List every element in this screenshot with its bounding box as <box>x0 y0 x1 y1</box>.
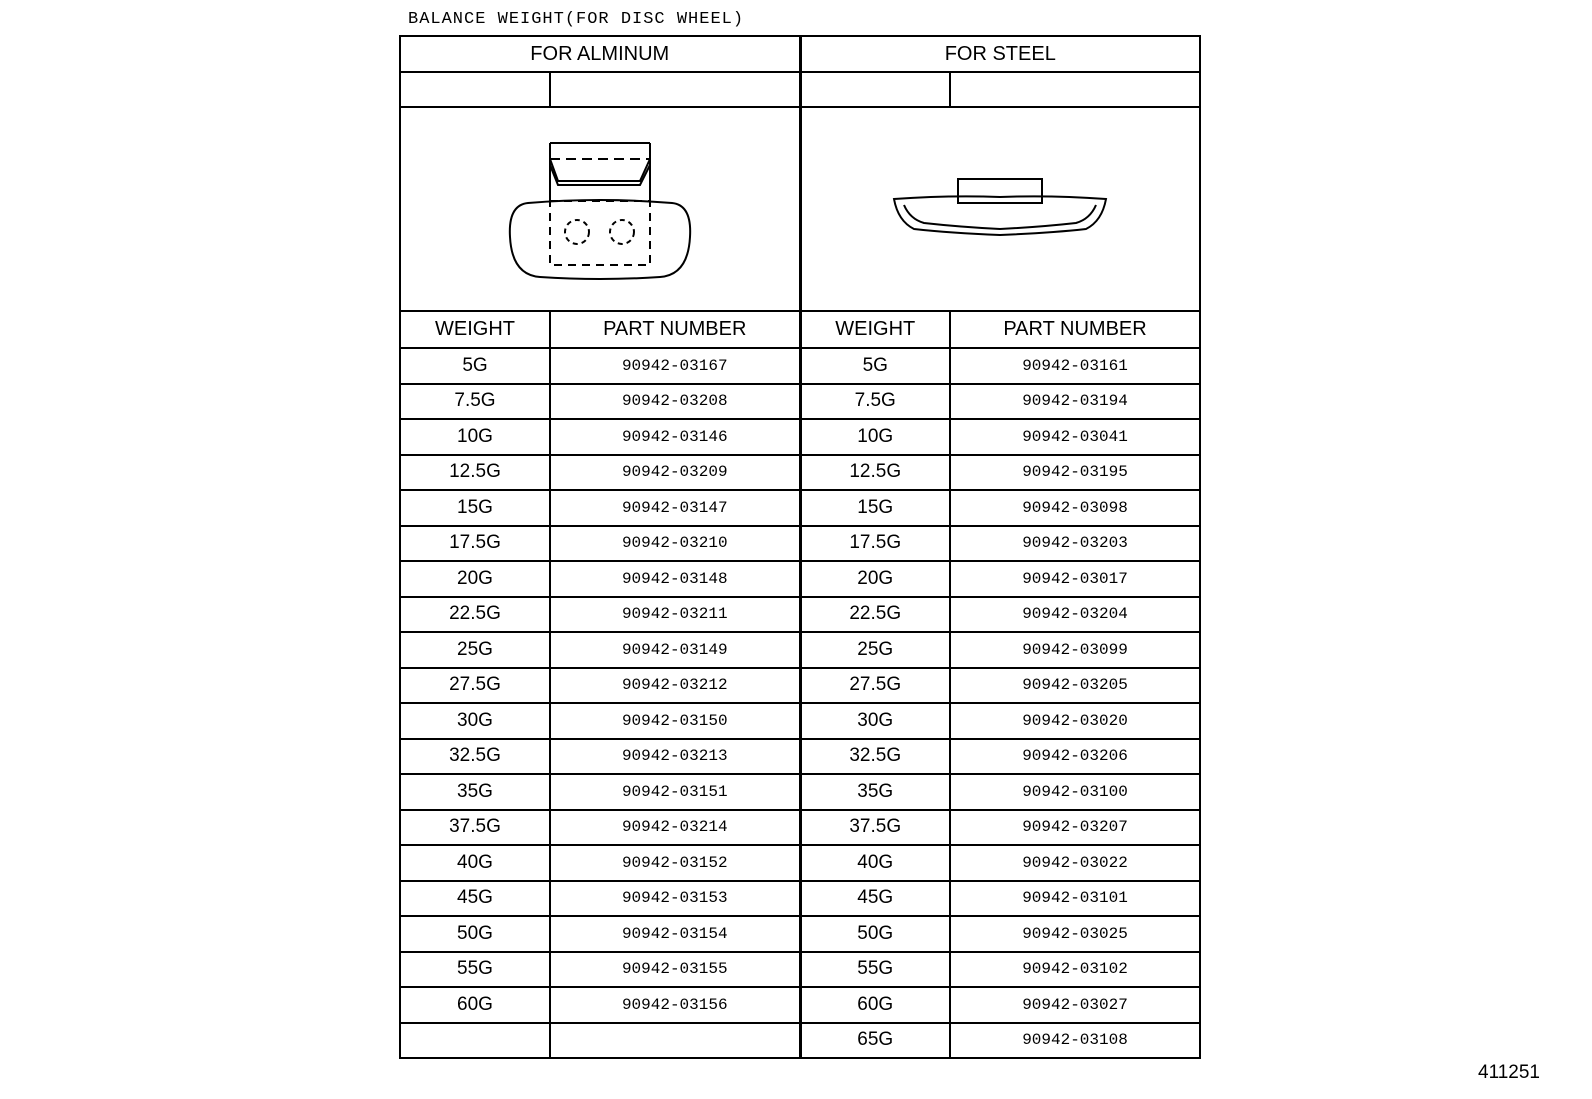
aluminum-illustration-cell <box>400 107 800 311</box>
column-header-weight: WEIGHT <box>800 311 950 348</box>
aluminum-part-number-cell: 90942-03167 <box>550 348 800 384</box>
steel-weight-cell: 45G <box>800 881 950 917</box>
steel-weight-cell: 27.5G <box>800 668 950 704</box>
table-row <box>400 845 1200 881</box>
aluminum-weight-cell: 40G <box>400 845 550 881</box>
aluminum-weight-cell: 10G <box>400 419 550 455</box>
table-row <box>400 490 1200 526</box>
group-label-aluminum: FOR ALMINUM <box>400 36 800 72</box>
table-row <box>400 916 1200 952</box>
steel-part-number-cell: 90942-03101 <box>950 881 1200 917</box>
aluminum-weight-cell: 50G <box>400 916 550 952</box>
aluminum-part-number-cell: 90942-03151 <box>550 774 800 810</box>
aluminum-weight-cell: 30G <box>400 703 550 739</box>
aluminum-part-number-cell: 90942-03155 <box>550 952 800 988</box>
table-row <box>400 561 1200 597</box>
steel-part-number-cell: 90942-03108 <box>950 1023 1200 1059</box>
steel-part-number-cell: 90942-03025 <box>950 916 1200 952</box>
table-row <box>400 1023 1200 1059</box>
steel-weight-cell: 32.5G <box>800 739 950 775</box>
steel-weight-cell: 37.5G <box>800 810 950 846</box>
aluminum-weight-cell: 22.5G <box>400 597 550 633</box>
steel-weight-cell: 60G <box>800 987 950 1023</box>
table-row <box>400 455 1200 491</box>
steel-part-number-cell: 90942-03102 <box>950 952 1200 988</box>
aluminum-weight-cell: 15G <box>400 490 550 526</box>
balance-weight-table <box>399 35 1201 1059</box>
blank-cell <box>550 72 800 107</box>
steel-weight-cell: 12.5G <box>800 455 950 491</box>
steel-part-number-cell: 90942-03017 <box>950 561 1200 597</box>
aluminum-part-number-cell: 90942-03210 <box>550 526 800 562</box>
steel-weight-cell: 20G <box>800 561 950 597</box>
table-row <box>400 881 1200 917</box>
steel-part-number-cell: 90942-03207 <box>950 810 1200 846</box>
steel-weight-cell: 25G <box>800 632 950 668</box>
aluminum-part-number-cell: 90942-03212 <box>550 668 800 704</box>
column-header-row <box>400 311 1200 348</box>
steel-weight-cell: 5G <box>800 348 950 384</box>
blank-cell <box>950 72 1200 107</box>
illustration-row <box>400 107 1200 311</box>
steel-part-number-cell: 90942-03194 <box>950 384 1200 420</box>
steel-weight-cell: 7.5G <box>800 384 950 420</box>
table-row <box>400 384 1200 420</box>
steel-part-number-cell: 90942-03204 <box>950 597 1200 633</box>
blank-row <box>400 72 1200 107</box>
steel-part-number-cell: 90942-03100 <box>950 774 1200 810</box>
aluminum-part-number-cell: 90942-03147 <box>550 490 800 526</box>
aluminum-weight-cell: 55G <box>400 952 550 988</box>
document-title: BALANCE WEIGHT(FOR DISC WHEEL) <box>408 10 745 29</box>
table-row <box>400 952 1200 988</box>
steel-part-number-cell: 90942-03203 <box>950 526 1200 562</box>
table-row <box>400 703 1200 739</box>
aluminum-part-number-cell: 90942-03149 <box>550 632 800 668</box>
table-row <box>400 774 1200 810</box>
steel-weight-cell: 15G <box>800 490 950 526</box>
aluminum-part-number-cell: 90942-03146 <box>550 419 800 455</box>
aluminum-weight-cell: 32.5G <box>400 739 550 775</box>
aluminum-part-number-cell: 90942-03152 <box>550 845 800 881</box>
aluminum-weight-cell: 60G <box>400 987 550 1023</box>
aluminum-weight-cell: 25G <box>400 632 550 668</box>
column-header-part-number: PART NUMBER <box>950 311 1200 348</box>
aluminum-part-number-cell: 90942-03156 <box>550 987 800 1023</box>
aluminum-weight-cell: 37.5G <box>400 810 550 846</box>
table-row <box>400 348 1200 384</box>
steel-part-number-cell: 90942-03022 <box>950 845 1200 881</box>
table-row <box>400 987 1200 1023</box>
aluminum-weight-cell: 17.5G <box>400 526 550 562</box>
aluminum-part-number-cell: 90942-03150 <box>550 703 800 739</box>
steel-weight-cell: 55G <box>800 952 950 988</box>
steel-weight-cell: 65G <box>800 1023 950 1059</box>
steel-illustration-cell <box>800 107 1200 311</box>
aluminum-part-number-cell: 90942-03211 <box>550 597 800 633</box>
group-header-row <box>400 36 1200 72</box>
aluminum-weight-cell: 27.5G <box>400 668 550 704</box>
steel-part-number-cell: 90942-03099 <box>950 632 1200 668</box>
steel-part-number-cell: 90942-03027 <box>950 987 1200 1023</box>
group-label-steel: FOR STEEL <box>800 36 1200 72</box>
table-row <box>400 668 1200 704</box>
aluminum-part-number-cell: 90942-03148 <box>550 561 800 597</box>
aluminum-part-number-cell: 90942-03208 <box>550 384 800 420</box>
steel-weight-cell: 40G <box>800 845 950 881</box>
table-row <box>400 739 1200 775</box>
steel-part-number-cell: 90942-03098 <box>950 490 1200 526</box>
steel-weight-cell: 10G <box>800 419 950 455</box>
aluminum-part-number-cell: 90942-03214 <box>550 810 800 846</box>
steel-weight-cell: 17.5G <box>800 526 950 562</box>
column-header-weight: WEIGHT <box>400 311 550 348</box>
aluminum-weight-cell: 12.5G <box>400 455 550 491</box>
aluminum-part-number-cell <box>550 1023 800 1059</box>
clip-on-balance-weight-illustration <box>500 129 700 289</box>
aluminum-part-number-cell: 90942-03213 <box>550 739 800 775</box>
aluminum-weight-cell: 7.5G <box>400 384 550 420</box>
table-row <box>400 597 1200 633</box>
aluminum-weight-cell: 20G <box>400 561 550 597</box>
aluminum-weight-cell <box>400 1023 550 1059</box>
table-row <box>400 419 1200 455</box>
column-header-part-number: PART NUMBER <box>550 311 800 348</box>
steel-part-number-cell: 90942-03041 <box>950 419 1200 455</box>
table-row <box>400 526 1200 562</box>
figure-number: 411251 <box>1478 1062 1540 1083</box>
blank-cell <box>400 72 550 107</box>
aluminum-weight-cell: 5G <box>400 348 550 384</box>
blank-cell <box>800 72 950 107</box>
aluminum-part-number-cell: 90942-03153 <box>550 881 800 917</box>
aluminum-part-number-cell: 90942-03209 <box>550 455 800 491</box>
steel-part-number-cell: 90942-03206 <box>950 739 1200 775</box>
steel-weight-cell: 35G <box>800 774 950 810</box>
aluminum-weight-cell: 35G <box>400 774 550 810</box>
steel-weight-cell: 50G <box>800 916 950 952</box>
table-row <box>400 632 1200 668</box>
aluminum-weight-cell: 45G <box>400 881 550 917</box>
steel-part-number-cell: 90942-03195 <box>950 455 1200 491</box>
steel-part-number-cell: 90942-03020 <box>950 703 1200 739</box>
steel-weight-cell: 30G <box>800 703 950 739</box>
steel-weight-cell: 22.5G <box>800 597 950 633</box>
wheel-balance-weight-illustration <box>880 159 1120 259</box>
steel-part-number-cell: 90942-03205 <box>950 668 1200 704</box>
steel-part-number-cell: 90942-03161 <box>950 348 1200 384</box>
table-row <box>400 810 1200 846</box>
aluminum-part-number-cell: 90942-03154 <box>550 916 800 952</box>
